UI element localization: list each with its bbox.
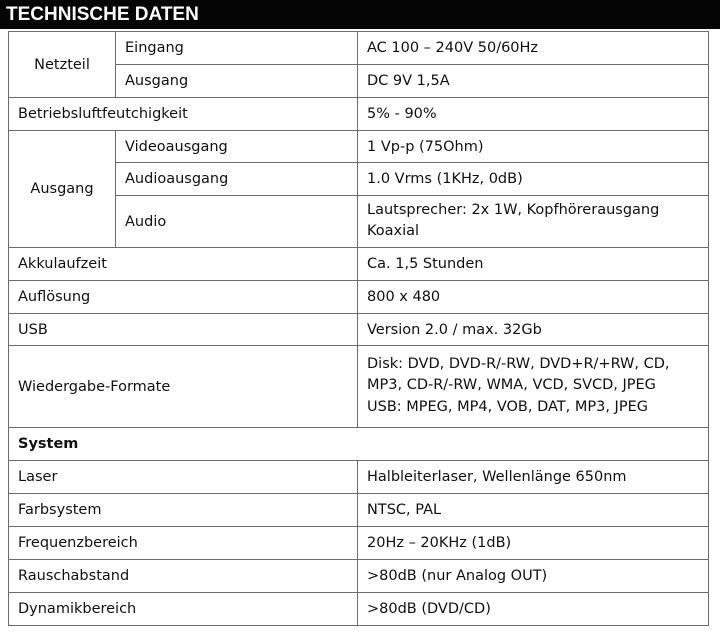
table-row — [9, 314, 709, 346]
spec-label: Akkulaufzeit — [9, 248, 358, 281]
section-heading-system: System — [9, 428, 709, 461]
spec-label: Dynamikbereich — [9, 593, 358, 626]
table-row — [9, 593, 709, 626]
spec-value: 1 Vp-p (75Ohm) — [358, 131, 709, 163]
spec-value: >80dB (DVD/CD) — [358, 593, 709, 626]
spec-label: Audio — [116, 196, 358, 248]
table-row — [9, 98, 709, 131]
spec-value: 1.0 Vrms (1KHz, 0dB) — [358, 163, 709, 196]
spec-value-line: MP3, CD-R/-RW, WMA, VCD, SVCD, JPEG — [367, 377, 656, 394]
spec-label: Rauschabstand — [9, 560, 358, 593]
spec-label: Auflösung — [9, 281, 358, 314]
spec-value — [358, 196, 709, 248]
group-label-netzteil: Netzteil — [9, 32, 116, 98]
section-title: TECHNISCHE DATEN — [0, 0, 720, 29]
spec-label: Videoausgang — [116, 131, 358, 163]
table-row — [9, 131, 709, 163]
spec-label: Frequenzbereich — [9, 527, 358, 560]
spec-value: Ca. 1,5 Stunden — [358, 248, 709, 281]
spec-value-line: Koaxial — [367, 223, 420, 239]
spec-value: 20Hz – 20KHz (1dB) — [358, 527, 709, 560]
spec-value-line: Disk: DVD, DVD-R/-RW, DVD+R/+RW, CD, — [367, 355, 670, 372]
spec-label: Eingang — [116, 32, 358, 65]
table-row — [9, 346, 709, 428]
spec-label: Wiedergabe-Formate — [9, 346, 358, 428]
spec-value: AC 100 – 240V 50/60Hz — [358, 32, 709, 65]
spec-value: >80dB (nur Analog OUT) — [358, 560, 709, 593]
spec-value-line: USB: MPEG, MP4, VOB, DAT, MP3, JPEG — [367, 398, 648, 415]
table-row — [9, 32, 709, 65]
spec-value: NTSC, PAL — [358, 494, 709, 527]
spec-value-line: Lautsprecher: 2x 1W, Kopfhörerausgang — [367, 201, 660, 218]
spec-value: 5% - 90% — [358, 98, 709, 131]
spec-value — [358, 346, 709, 428]
table-row — [9, 494, 709, 527]
spec-value: 800 x 480 — [358, 281, 709, 314]
table-row — [9, 248, 709, 281]
spec-label: Betriebsluftfeutchigkeit — [9, 98, 358, 131]
spec-value: Version 2.0 / max. 32Gb — [358, 314, 709, 346]
group-label-ausgang: Ausgang — [9, 131, 116, 248]
spec-label: Laser — [9, 461, 358, 494]
table-row — [9, 281, 709, 314]
spec-table — [8, 31, 709, 626]
spec-label: USB — [9, 314, 358, 346]
spec-label: Farbsystem — [9, 494, 358, 527]
spec-label: Ausgang — [116, 65, 358, 98]
spec-label: Audioausgang — [116, 163, 358, 196]
spec-value: DC 9V 1,5A — [358, 65, 709, 98]
table-row — [9, 560, 709, 593]
spec-value: Halbleiterlaser, Wellenlänge 650nm — [358, 461, 709, 494]
table-row — [9, 527, 709, 560]
table-row — [9, 428, 709, 461]
table-row — [9, 461, 709, 494]
